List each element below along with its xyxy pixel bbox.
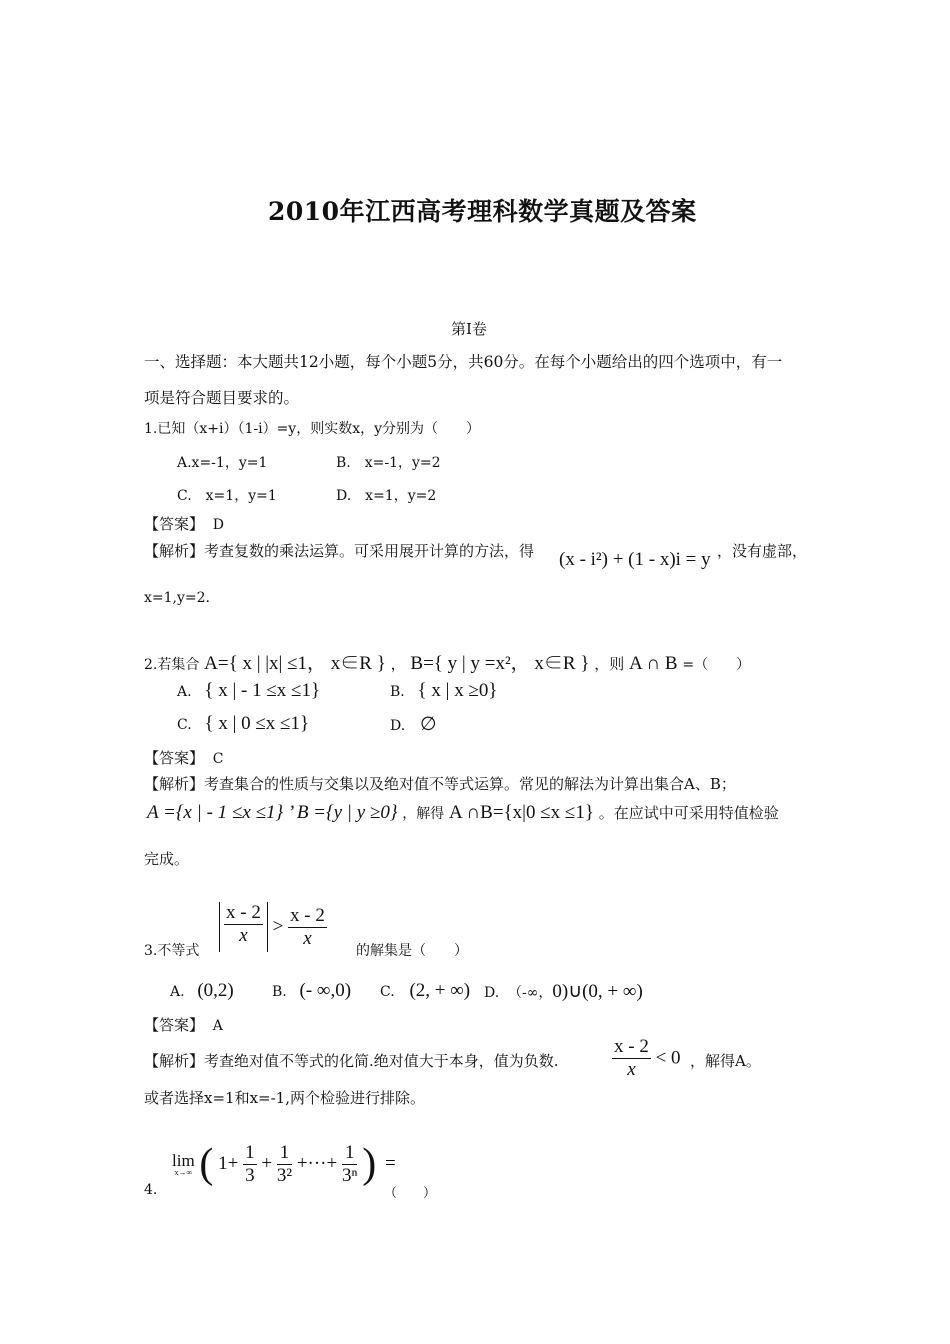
q3-analysis-line2: 或者选择x=1和x=-1,两个检验进行排除。	[144, 1089, 425, 1107]
fraction	[612, 1036, 651, 1081]
q1-option-a: A.x=-1，y=1	[177, 455, 268, 471]
option-value: { x | x ≥0}	[417, 680, 498, 701]
q3-inequality	[219, 902, 327, 952]
q2-stem-expr: A ∩ B	[629, 653, 678, 674]
numerator: 1	[277, 1142, 292, 1165]
q3-analysis-tail: ，解得A。	[690, 1052, 761, 1070]
answer-value: D	[212, 517, 225, 533]
numerator: 1	[245, 1141, 255, 1163]
analysis-text: 考查集合的性质与交集以及绝对值不等式运算。常见的解法为计算出集合A、B；	[204, 775, 736, 793]
option-label: B.	[272, 984, 287, 1000]
fraction	[224, 902, 263, 947]
analysis-text: 考查复数的乘法运算。可采用展开计算的方法，得	[204, 542, 535, 560]
analysis-set-a: A ={x | - 1 ≤x ≤1}	[147, 802, 284, 823]
term-n	[342, 1142, 357, 1187]
denominator: x	[627, 1059, 636, 1080]
option-label: B.	[390, 684, 405, 700]
q1-analysis-line2: x=1,y=2.	[144, 590, 210, 606]
option-value: (- ∞,0)	[299, 980, 352, 1001]
equals: =	[384, 1153, 396, 1174]
less-than-zero: < 0	[655, 1047, 681, 1069]
q1-analysis	[144, 540, 534, 561]
option-value: { x | 0 ≤x ≤1}	[204, 713, 310, 734]
numerator: x - 2	[290, 904, 325, 926]
option-value: ∅	[419, 714, 437, 735]
q2-stem: 2.若集合 A={ x | |x| ≤1， x∈R } ， B={ y | y =x²， x∈R } ，则 A ∩ B =（ ）	[144, 653, 751, 674]
q4-paren: （ ）	[384, 1186, 437, 1201]
numerator: 1	[342, 1142, 357, 1165]
q3-option-d	[484, 980, 643, 1003]
q2-option-a	[177, 680, 320, 702]
greater-than: >	[272, 916, 284, 937]
option-label: A.	[170, 984, 185, 1000]
option-value: { x | - 1 ≤x ≤1}	[204, 680, 321, 701]
q3-analysis-fraction	[612, 1036, 681, 1081]
q3-stem-prefix: 3.不等式	[144, 943, 200, 959]
q1-analysis-formula: (x - i²) + (1 - x)i = y	[559, 549, 711, 570]
term-1	[243, 1142, 257, 1187]
q3-option-b	[272, 980, 351, 1002]
analysis-label: 【解析】	[144, 542, 205, 560]
document-title: 2010年江西高考理科数学真题及答案	[268, 197, 697, 226]
numerator: x - 2	[226, 902, 261, 923]
option-value: 0)∪(0, + ∞)	[552, 981, 643, 1002]
option-label: D.	[484, 985, 500, 1001]
q2-set-a: A={ x | |x| ≤1， x∈R }	[204, 653, 386, 674]
q2-analysis-line2: 完成。	[144, 850, 190, 868]
option-value: (0,2)	[197, 980, 234, 1001]
option-prefix: （-∞，	[507, 985, 553, 1001]
option-value: (2, + ∞)	[409, 980, 471, 1001]
q1-stem: 1.已知（x+i）（1-i）=y，则实数x，y分别为（ ）	[144, 421, 481, 437]
q3-stem-suffix: 的解集是（ ）	[356, 943, 468, 959]
analysis-label: 【解析】	[144, 1052, 205, 1070]
lim-subscript: x→∞	[174, 1167, 193, 1177]
q1-analysis-tail: ，没有虚部，	[717, 542, 808, 560]
q2-answer	[144, 747, 224, 768]
answer-label: 【答案】	[144, 749, 205, 767]
denominator: 3²	[276, 1164, 293, 1186]
q3-option-c	[380, 980, 470, 1002]
q2-option-d	[390, 713, 437, 736]
q1-answer	[144, 513, 224, 534]
q1-option-b: B. x=-1，y=2	[336, 455, 441, 471]
q3-option-a	[170, 980, 234, 1002]
answer-label: 【答案】	[144, 515, 205, 533]
q2-option-c	[177, 713, 309, 735]
q4-number: 4.	[144, 1182, 158, 1198]
denominator: x	[239, 925, 248, 946]
answer-value: C	[212, 751, 224, 767]
section-intro-line2: 项是符合题目要求的。	[144, 389, 300, 407]
analysis-set-b: ’ B ={y | y ≥0}	[287, 802, 398, 823]
q3-answer	[144, 1014, 223, 1035]
q4-limit-expression: lim x→∞ ( 1+ $\frac{1}{3}$ + $\frac{1}{\text{3²}}$ +···+ $\frac{1}{\text{3ⁿ}}$ ) =	[172, 1141, 396, 1187]
q2-stem-prefix: 2.若集合	[144, 657, 200, 673]
q2-option-b	[390, 680, 498, 702]
denominator: 3	[245, 1164, 255, 1186]
denominator: 3ⁿ	[341, 1164, 358, 1186]
analysis-tail: 。在应试中可采用特值检验	[598, 804, 779, 822]
option-label: C.	[380, 984, 395, 1000]
q2-analysis-formula-row	[147, 802, 779, 824]
ellipsis: +···+	[296, 1153, 338, 1174]
q2-set-b: B={ y | y =x²， x∈R }	[410, 653, 590, 674]
q3-analysis	[144, 1050, 559, 1071]
one-plus: 1+	[218, 1153, 239, 1174]
volume-label: 第Ⅰ卷	[451, 320, 487, 338]
q2-analysis	[144, 773, 736, 794]
term-2	[277, 1142, 292, 1187]
q1-option-c: C. x=1，y=1	[177, 488, 277, 504]
numerator: x - 2	[614, 1036, 649, 1057]
answer-label: 【答案】	[144, 1016, 205, 1034]
q2-stem-mid: ，则	[594, 655, 625, 673]
answer-value: A	[212, 1018, 223, 1034]
lim-text: lim	[172, 1150, 195, 1170]
fraction-rhs	[288, 905, 327, 950]
analysis-label: 【解析】	[144, 775, 205, 793]
option-label: C.	[177, 717, 192, 733]
analysis-text: 考查绝对值不等式的化简.绝对值大于本身，值为负数.	[204, 1052, 559, 1070]
denominator: x	[303, 927, 312, 949]
option-label: A.	[177, 684, 192, 700]
analysis-mid: ，解得	[402, 806, 445, 822]
section-intro-line1: 一、选择题：本大题共12小题，每个小题5分，共60分。在每个小题给出的四个选项中，有一	[144, 353, 783, 371]
q1-option-d: D. x=1，y=2	[336, 488, 437, 504]
absolute-value	[219, 902, 268, 952]
option-label: D.	[390, 718, 406, 734]
limit-operator	[172, 1152, 195, 1177]
analysis-result: A ∩B={x|0 ≤x ≤1}	[449, 802, 594, 823]
q2-stem-suffix: =（ ）	[682, 657, 751, 673]
